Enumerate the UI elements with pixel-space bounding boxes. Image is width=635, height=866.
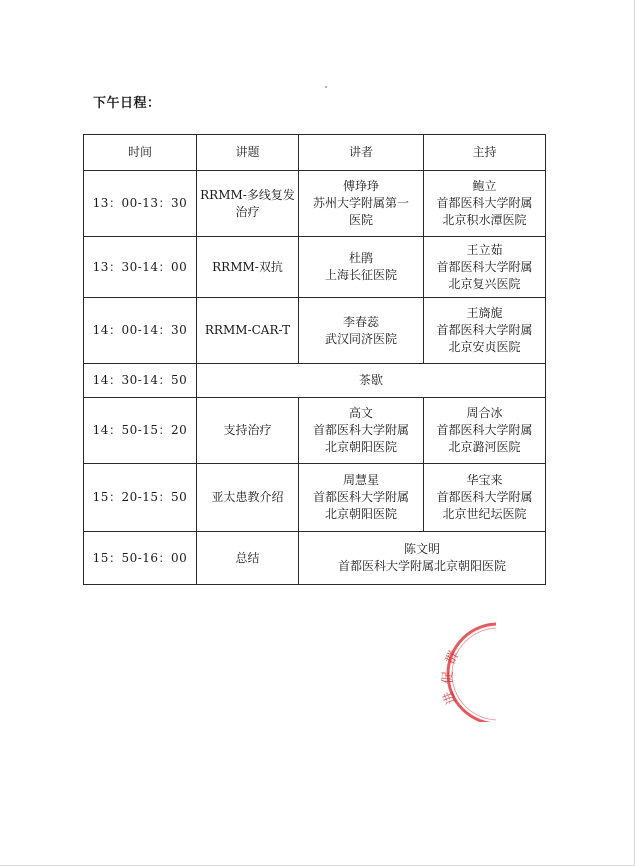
host-name: 鲍立	[472, 179, 497, 193]
svg-text:促: 促	[440, 670, 457, 685]
topic-line: RRMM-CAR-T	[204, 323, 291, 337]
speaker-affiliation: 苏州大学附属第一	[312, 196, 409, 210]
topic-cell	[197, 398, 299, 464]
topic-cell	[197, 171, 299, 237]
table-row-break	[84, 364, 546, 398]
speaker-name: 杜鹃	[348, 251, 373, 265]
speaker-name: 周慧星	[342, 473, 379, 487]
speaker-cell	[299, 298, 424, 364]
table-row	[84, 298, 546, 364]
time-cell: 14：00-14：30	[84, 298, 197, 364]
svg-text:群: 群	[443, 648, 463, 668]
table-header-row	[84, 135, 546, 171]
speaker-affiliation: 首都医科大学附属	[312, 490, 409, 504]
host-affiliation: 首都医科大学附属	[436, 323, 533, 337]
topic-line: 总结	[235, 550, 260, 565]
topic-cell	[197, 464, 299, 532]
topic-cell	[197, 532, 299, 585]
host-cell	[424, 464, 546, 532]
host-name: 周合冰	[466, 406, 503, 420]
topic-line: RRMM-多线复发	[200, 187, 295, 202]
time-cell: 15：20-15：50	[84, 464, 197, 532]
svg-text:进: 进	[440, 688, 460, 707]
topic-cell	[197, 298, 299, 364]
host-cell	[424, 171, 546, 237]
summary-speaker-cell	[299, 532, 546, 585]
schedule-table	[83, 134, 546, 585]
host-cell	[424, 298, 546, 364]
host-name: 王立茹	[466, 242, 503, 257]
topic-cell	[197, 237, 299, 298]
host-affiliation: 北京安贞医院	[448, 340, 521, 354]
speaker-affiliation: 北京朝阳医院	[324, 507, 397, 521]
host-affiliation: 北京积水潭医院	[442, 213, 527, 227]
table-row	[84, 532, 546, 585]
time-cell: 15：50-16：00	[84, 532, 197, 585]
speaker-cell	[299, 237, 424, 298]
speaker-cell	[299, 171, 424, 237]
speaker-affiliation: 上海长征医院	[324, 268, 397, 282]
table-row	[84, 237, 546, 298]
speaker-name: 傅琤琤	[342, 179, 379, 193]
host-cell	[424, 398, 546, 464]
table-row	[84, 398, 546, 464]
table-row	[84, 171, 546, 237]
host-cell	[424, 237, 546, 298]
topic-line: 亚太患教介绍	[211, 490, 284, 504]
speaker-cell	[299, 464, 424, 532]
host-affiliation: 北京世纪坛医院	[442, 507, 527, 521]
time-cell: 14：50-15：20	[84, 398, 197, 464]
topic-line: 支持治疗	[223, 423, 272, 437]
scan-speck	[325, 86, 327, 88]
section-heading: 下午日程：	[93, 96, 161, 111]
table-row	[84, 464, 546, 532]
topic-line: RRMM-双抗	[212, 259, 283, 274]
host-affiliation: 首都医科大学附属	[436, 423, 533, 437]
header-host: 主持	[424, 135, 546, 171]
speaker-name: 陈文明	[403, 542, 440, 556]
time-cell: 13：30-14：00	[84, 237, 197, 298]
speaker-affiliation: 武汉同济医院	[324, 331, 397, 346]
speaker-cell	[299, 398, 424, 464]
speaker-affiliation: 北京朝阳医院	[324, 440, 397, 454]
red-seal-stamp	[436, 622, 496, 722]
header-topic: 讲题	[197, 135, 299, 171]
host-affiliation: 北京复兴医院	[448, 276, 521, 291]
header-speaker: 讲者	[299, 135, 424, 171]
speaker-affiliation: 首都医科大学附属北京朝阳医院	[337, 559, 506, 573]
topic-line: 治疗	[235, 204, 260, 219]
host-affiliation: 首都医科大学附属	[436, 490, 533, 504]
header-time: 时间	[84, 135, 197, 171]
speaker-name: 李春蕊	[342, 314, 379, 329]
speaker-name: 高文	[348, 406, 373, 420]
speaker-affiliation: 医院	[348, 213, 373, 227]
host-affiliation: 首都医科大学附属	[436, 259, 533, 274]
time-cell: 14：30-14：50	[84, 364, 197, 398]
host-affiliation: 北京潞河医院	[448, 440, 521, 454]
break-cell: 茶歇	[197, 364, 546, 398]
host-name: 华宝来	[466, 473, 503, 487]
speaker-affiliation: 首都医科大学附属	[312, 423, 409, 437]
host-name: 王旖旎	[466, 306, 503, 320]
host-affiliation: 首都医科大学附属	[436, 196, 533, 210]
time-cell: 13：00-13：30	[84, 171, 197, 237]
